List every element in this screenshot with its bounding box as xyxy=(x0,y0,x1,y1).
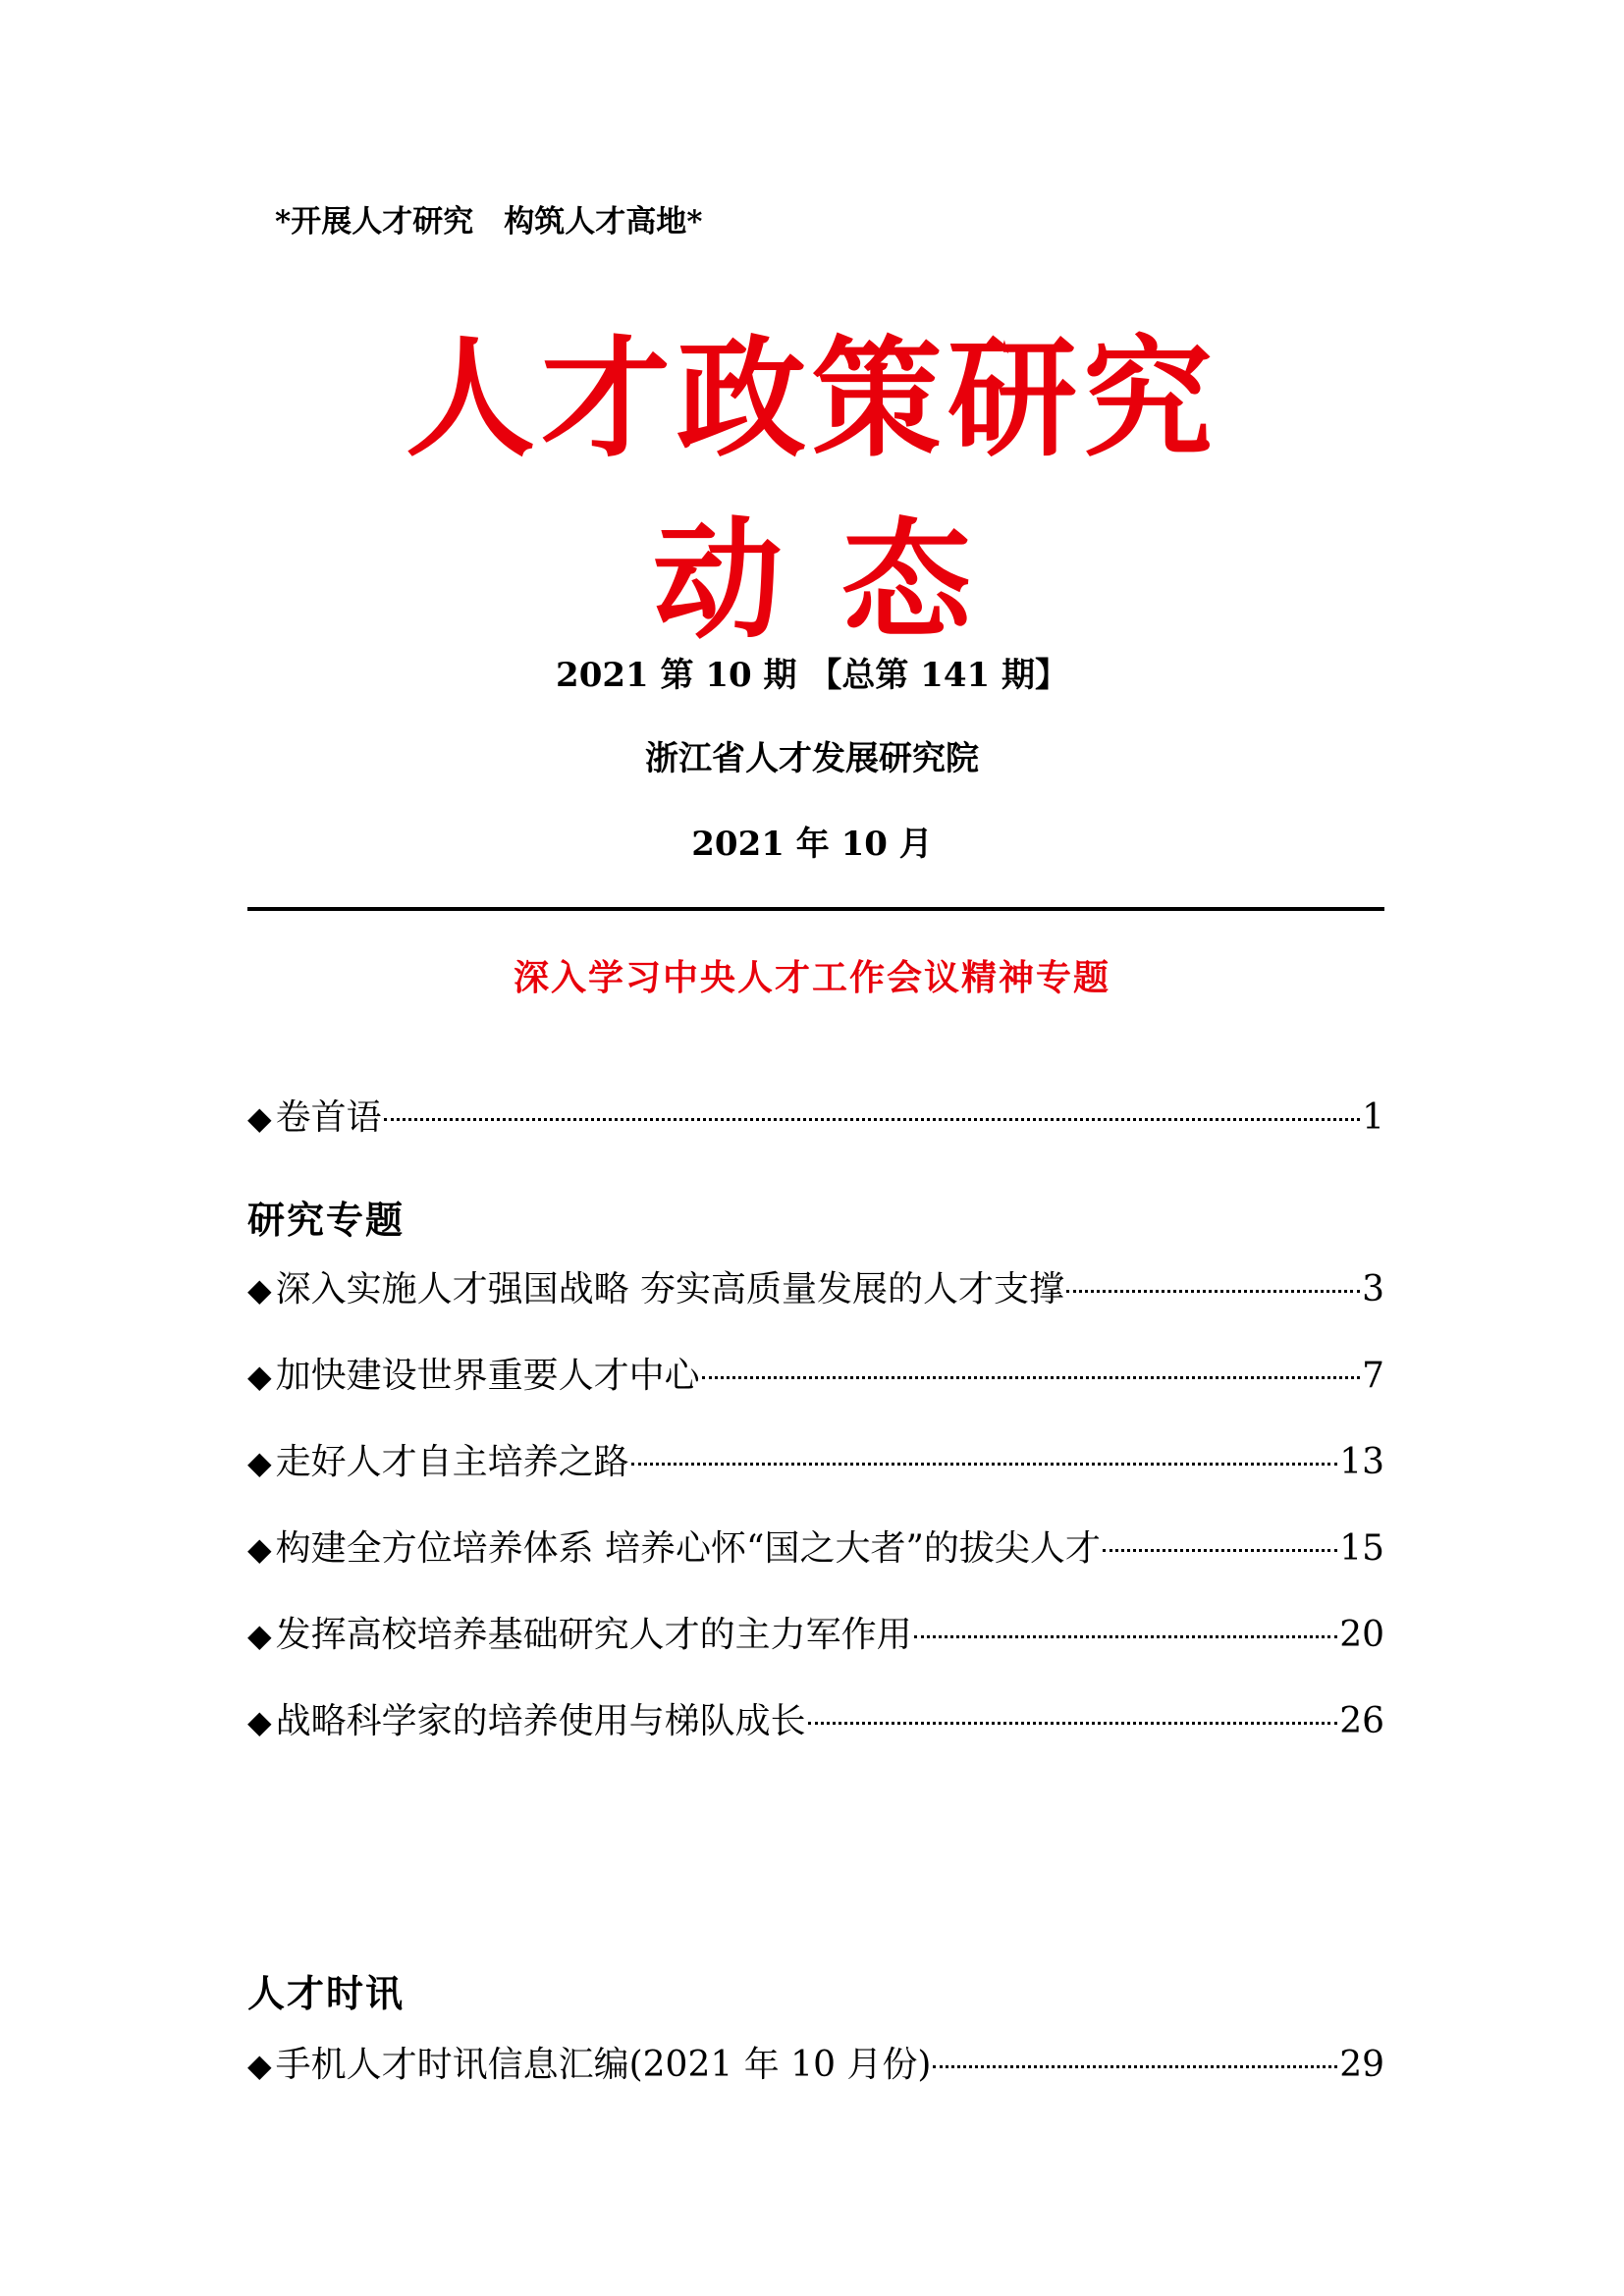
diamond-bullet-icon: ◆ xyxy=(247,1358,272,1395)
motto: *开展人才研究 构筑人才高地* xyxy=(275,204,703,240)
toc-page-number: 1 xyxy=(1362,1097,1384,1138)
toc-item-label: 加快建设世界重要人才中心 xyxy=(275,1356,700,1396)
issue-number: 2021 第 10 期 【总第 141 期】 xyxy=(556,656,1068,695)
toc-page-number: 20 xyxy=(1339,1615,1384,1655)
toc-item-preface[interactable] xyxy=(247,1090,1384,1139)
title-line-2: 动态 xyxy=(653,505,1030,657)
toc-item-label: 手机人才时讯信息汇编(2021 年 10 月份) xyxy=(275,2045,932,2085)
section-heading-news: 人才时讯 xyxy=(247,1971,406,2015)
leader-dots xyxy=(631,1463,1338,1466)
toc-item[interactable] xyxy=(247,2037,1384,2086)
section-heading-research: 研究专题 xyxy=(247,1198,406,1242)
toc-item-label: 战略科学家的培养使用与梯队成长 xyxy=(275,1701,806,1741)
leader-dots xyxy=(384,1118,1360,1121)
toc-item[interactable] xyxy=(247,1693,1384,1742)
toc-item[interactable] xyxy=(247,1348,1384,1397)
toc-item[interactable] xyxy=(247,1607,1384,1656)
toc-item[interactable] xyxy=(247,1434,1384,1483)
toc-item[interactable] xyxy=(247,1261,1384,1310)
diamond-bullet-icon: ◆ xyxy=(247,1530,272,1568)
leader-dots xyxy=(808,1722,1338,1725)
toc-page-number: 29 xyxy=(1339,2045,1384,2085)
organization: 浙江省人才发展研究院 xyxy=(645,739,979,778)
leader-dots xyxy=(914,1635,1338,1638)
toc-page-number: 15 xyxy=(1339,1528,1384,1569)
toc-item-label: 构建全方位培养体系 培养心怀“国之大者”的拔尖人才 xyxy=(275,1528,1101,1569)
toc-page-number: 3 xyxy=(1362,1269,1384,1309)
diamond-bullet-icon: ◆ xyxy=(247,1617,272,1654)
toc-item-label: 发挥高校培养基础研究人才的主力军作用 xyxy=(275,1615,912,1655)
toc-page-number: 13 xyxy=(1339,1442,1384,1482)
diamond-bullet-icon: ◆ xyxy=(247,1444,272,1481)
toc-item-label: 走好人才自主培养之路 xyxy=(275,1442,629,1482)
toc-item[interactable] xyxy=(247,1521,1384,1570)
diamond-bullet-icon: ◆ xyxy=(247,1271,272,1308)
publication-date: 2021 年 10 月 xyxy=(691,825,933,864)
leader-dots xyxy=(1066,1290,1360,1293)
topic-heading: 深入学习中央人才工作会议精神专题 xyxy=(513,957,1110,998)
divider-rule xyxy=(247,907,1384,911)
toc-page-number: 26 xyxy=(1339,1701,1384,1741)
diamond-bullet-icon: ◆ xyxy=(247,2047,272,2084)
leader-dots xyxy=(702,1376,1360,1379)
title-line-1: 人才政策研究 xyxy=(406,323,1218,475)
diamond-bullet-icon: ◆ xyxy=(247,1703,272,1740)
leader-dots xyxy=(933,2065,1337,2068)
toc-item-label: 深入实施人才强国战略 夯实高质量发展的人才支撑 xyxy=(275,1269,1065,1309)
leader-dots xyxy=(1103,1549,1337,1552)
diamond-bullet-icon: ◆ xyxy=(247,1099,272,1137)
toc-page-number: 7 xyxy=(1362,1356,1384,1396)
toc-item-label: 卷首语 xyxy=(275,1097,382,1138)
